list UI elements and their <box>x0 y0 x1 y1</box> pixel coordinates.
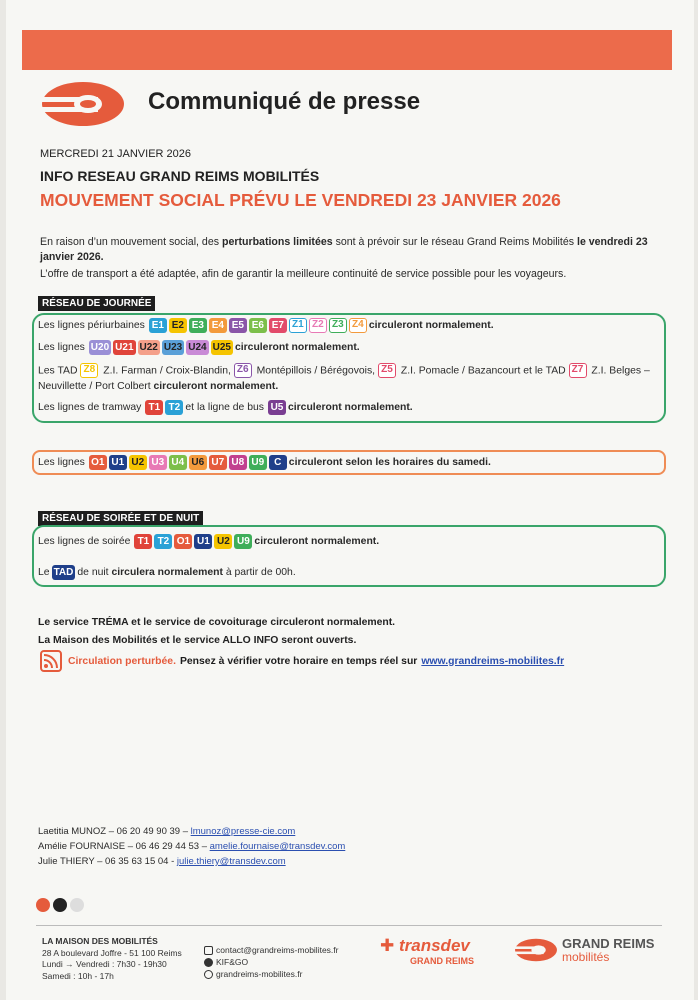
saturday-lines <box>89 455 289 470</box>
intro-text <box>40 235 668 284</box>
line-badge-o1: O1 <box>89 455 107 470</box>
globe-icon <box>204 970 213 979</box>
tad-z7-text: Z.I. Belges – Neuvillette / Port Colbert <box>38 365 650 393</box>
line-badge-u21: U21 <box>115 342 134 353</box>
info-heading: INFO RESEAU GRAND REIMS MOBILITÉS <box>40 168 320 184</box>
maison-address: 28 A boulevard Joffre - 51 100 Reims <box>42 947 182 958</box>
maison-hours-week: Lundi → Vendredi : 7h30 - 19h30 <box>42 959 167 969</box>
line-badge-e7: E7 <box>269 318 287 333</box>
periurban-status: circuleront normalement. <box>368 320 494 331</box>
line-badge-u7: U7 <box>209 455 227 470</box>
contact-email-link[interactable]: lmunoz@presse-cie.com <box>190 826 296 837</box>
tad-z8-text: Z.I. Farman / Croix-Blandin, <box>103 365 231 377</box>
night-tad-suffix: à partir de 00h. <box>225 567 296 578</box>
website-link[interactable]: www.grandreims-mobilites.fr <box>421 655 565 667</box>
line-badge-t2: T2 <box>165 400 183 415</box>
grand-reims-mobilites: mobilités <box>562 949 610 964</box>
line-badge-e5: E5 <box>229 318 247 333</box>
urban-label: Les lignes <box>38 342 85 353</box>
night-tad-status: circulera normalement <box>111 567 223 578</box>
maison-mobilites-info <box>42 936 182 982</box>
line-badge-z1: Z1 <box>289 318 307 333</box>
tad-badge-z7: Z7 <box>569 363 587 378</box>
line-badge-u4: U4 <box>169 455 187 470</box>
service-notes <box>38 614 395 650</box>
line-badge-u22: U22 <box>139 342 158 353</box>
top-accent-band <box>22 30 672 70</box>
line-badge-e4: E4 <box>209 318 227 333</box>
line-badge-u25: U25 <box>212 342 231 353</box>
footer-divider <box>36 925 662 926</box>
transdev-subtitle: GRAND REIMS <box>410 956 475 966</box>
footer-contact-links <box>204 944 338 980</box>
note-maison: La Maison des Mobilités et le service ALLO INFO seront ouverts. <box>38 635 357 646</box>
bus-badge-u5: U5 <box>268 400 286 415</box>
line-badge-z3: Z3 <box>329 318 347 333</box>
line-badge-e3: E3 <box>189 318 207 333</box>
rss-icon <box>40 650 62 672</box>
press-contacts <box>38 824 345 869</box>
periurban-lines <box>149 318 369 333</box>
periurban-row <box>38 318 494 333</box>
line-badge-u9: U9 <box>234 534 252 549</box>
tad-label: Les TAD <box>38 365 78 377</box>
line-badge-z4: Z4 <box>349 318 367 333</box>
tad-z6-text: Montépillois / Bérégovois, <box>256 365 376 377</box>
evening-row <box>38 534 379 549</box>
night-tad-row <box>38 565 296 580</box>
tram-mid-text: et la ligne de bus <box>185 402 264 413</box>
grand-reims-footer-logo <box>514 936 654 964</box>
tad-badge-z8: Z8 <box>80 363 98 378</box>
contact-row <box>38 824 345 839</box>
saturday-status: circuleront selon les horaires du samedi. <box>288 457 491 468</box>
line-badge-t2: T2 <box>154 534 172 549</box>
perturbation-label: Circulation perturbée. <box>68 655 176 667</box>
release-date: MERCREDI 21 JANVIER 2026 <box>40 148 191 160</box>
tad-row <box>38 363 662 395</box>
line-badge-t1: T1 <box>145 400 163 415</box>
line-badge-u2: U2 <box>129 455 147 470</box>
line-badge-o1: O1 <box>174 534 192 549</box>
saturday-row <box>38 455 491 470</box>
footer-app: KIF&GO <box>216 957 249 967</box>
footer-email[interactable]: contact@grandreims-mobilites.fr <box>216 945 339 955</box>
line-badge-u1: U1 <box>194 534 212 549</box>
headline: MOUVEMENT SOCIAL PRÉVU LE VENDREDI 23 JANVIER 2026 <box>40 190 561 210</box>
line-badge-u8: U8 <box>229 455 247 470</box>
night-tad-mid: de nuit <box>77 567 109 578</box>
decorative-dots <box>36 898 84 912</box>
line-badge-u24: U24 <box>188 342 207 353</box>
night-network-label: RÉSEAU DE SOIRÉE ET DE NUIT <box>38 511 203 526</box>
app-icon <box>204 958 213 967</box>
tram-status: circuleront normalement. <box>287 402 413 413</box>
line-badge-u20: U20 <box>90 342 110 353</box>
contact-name: Laetitia MUNOZ – 06 20 49 90 39 – <box>38 826 191 837</box>
contact-name: Julie THIERY – 06 35 63 15 04 - <box>38 856 177 867</box>
urban-row <box>38 340 360 355</box>
line-badge-u23: U23 <box>163 342 183 353</box>
grand-reims-logo-icon <box>40 80 126 128</box>
line-badge-e6: E6 <box>249 318 267 333</box>
day-network-label: RÉSEAU DE JOURNÉE <box>38 296 155 311</box>
contact-email-link[interactable]: julie.thiery@transdev.com <box>176 856 286 867</box>
line-badge-z2: Z2 <box>309 318 327 333</box>
tad-z5-text: Z.I. Pomacle / Bazancourt et le TAD <box>400 365 566 377</box>
page-title: Communiqué de presse <box>148 88 421 115</box>
contact-row <box>38 854 345 869</box>
contact-row <box>38 839 345 854</box>
line-badge-u6: U6 <box>189 455 207 470</box>
intro-bold-a: perturbations limitées <box>221 236 333 248</box>
tram-label: Les lignes de tramway <box>38 402 142 413</box>
dot-grey <box>70 898 84 912</box>
urban-lines <box>89 340 235 355</box>
evening-status: circuleront normalement. <box>254 536 380 547</box>
contact-name: Amélie FOURNAISE – 06 46 29 44 53 – <box>38 841 210 852</box>
tram-lines <box>145 400 185 415</box>
transdev-logo: ✚ transdev GRAND REIMS <box>380 936 475 966</box>
maison-name: LA MAISON DES MOBILITÉS <box>42 936 158 946</box>
note-trema: Le service TRÉMA et le service de covoiturage circuleront normalement. <box>38 617 396 628</box>
mail-icon <box>204 946 213 955</box>
tad-status: circuleront normalement. <box>153 381 279 393</box>
evening-label: Les lignes de soirée <box>38 536 131 547</box>
night-tad-prefix: Le <box>38 567 50 578</box>
tad-badge-z5: Z5 <box>378 363 396 378</box>
tram-row <box>38 400 413 415</box>
perturbation-notice <box>40 650 564 672</box>
maison-hours-saturday: Samedi : 10h - 17h <box>42 970 114 981</box>
line-badge-u2: U2 <box>214 534 232 549</box>
night-tad-badge: TAD <box>53 567 74 578</box>
intro-bold-b: le vendredi 23 janvier 2026. <box>40 236 648 263</box>
line-badge-c: C <box>269 455 287 470</box>
contact-email-link[interactable]: amelie.fournaise@transdev.com <box>209 841 346 852</box>
transdev-wordmark: transdev <box>398 936 470 955</box>
line-badge-t1: T1 <box>134 534 152 549</box>
evening-lines <box>134 534 254 549</box>
line-badge-e2: E2 <box>169 318 187 333</box>
saturday-label: Les lignes <box>38 457 85 468</box>
perturbation-text: Pensez à vérifier votre horaire en temps réel sur <box>179 655 418 667</box>
footer-web[interactable]: grandreims-mobilites.fr <box>216 969 303 979</box>
intro-text-c: L’offre de transport a été adaptée, afin de garantir la meilleure continuité de service possible pour les voyageurs. <box>40 268 567 280</box>
dot-orange <box>36 898 50 912</box>
intro-text-a: En raison d’un mouvement social, des <box>40 236 222 248</box>
periurban-label: Les lignes périurbaines <box>38 320 145 331</box>
line-badge-e1: E1 <box>149 318 167 333</box>
line-badge-u3: U3 <box>149 455 167 470</box>
urban-status: circuleront normalement. <box>234 342 360 353</box>
intro-text-b: sont à prévoir sur le réseau Grand Reims Mobilités <box>332 236 577 248</box>
grand-reims-name: GRAND REIMS <box>562 935 655 951</box>
line-badge-u1: U1 <box>109 455 127 470</box>
grand-reims-mark-icon <box>514 936 558 964</box>
dot-black <box>53 898 67 912</box>
tad-badge-z6: Z6 <box>234 363 252 378</box>
line-badge-u9: U9 <box>249 455 267 470</box>
